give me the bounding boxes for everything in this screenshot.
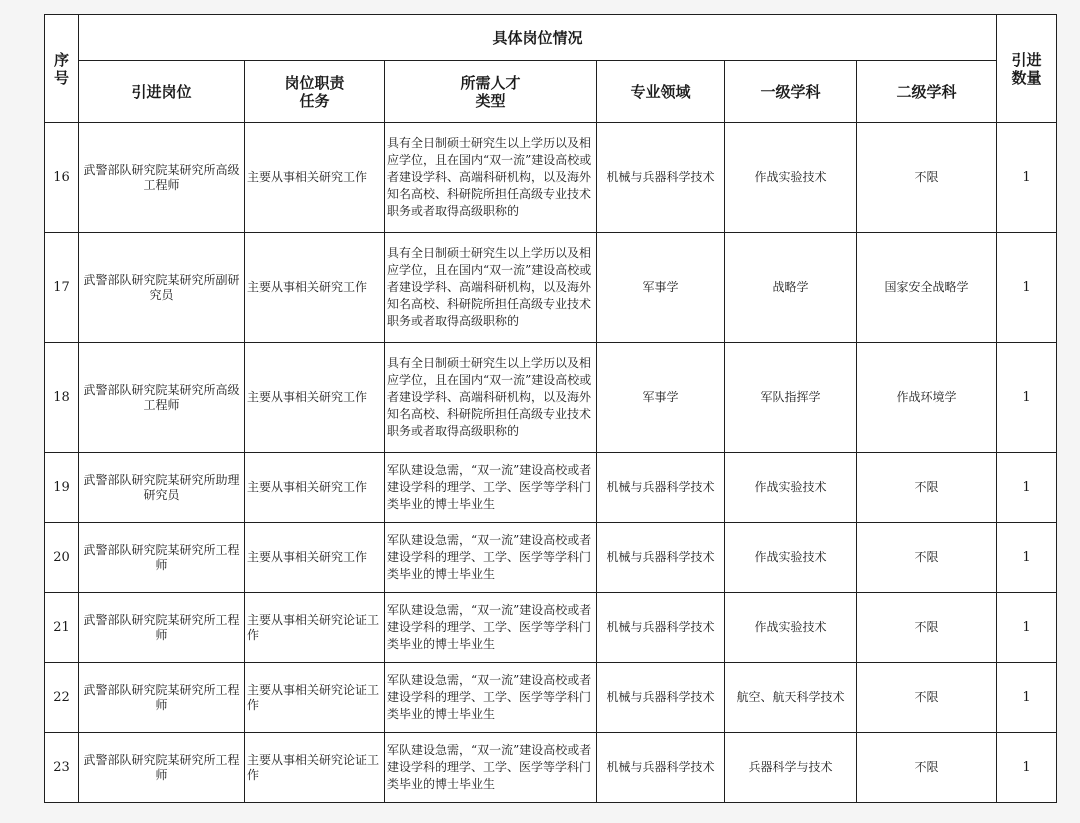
seq-cell: 21 bbox=[45, 593, 79, 663]
field-header: 专业领域 bbox=[597, 61, 725, 123]
field-cell: 机械与兵器科学技术 bbox=[597, 123, 725, 233]
count-header: 引进 数量 bbox=[997, 15, 1057, 123]
seq-cell: 19 bbox=[45, 453, 79, 523]
requirement-cell: 军队建设急需，“双一流”建设高校或者建设学科的理学、工学、医学等学科门类毕业的博士毕业生 bbox=[385, 523, 597, 593]
seq-cell: 23 bbox=[45, 733, 79, 803]
count-cell: 1 bbox=[997, 663, 1057, 733]
duty-cell: 主要从事相关研究论证工作 bbox=[245, 733, 385, 803]
field-cell: 机械与兵器科学技术 bbox=[597, 523, 725, 593]
discipline2-cell: 不限 bbox=[857, 593, 997, 663]
table-row bbox=[45, 343, 1057, 453]
count-cell: 1 bbox=[997, 123, 1057, 233]
job-positions-table bbox=[44, 14, 1057, 803]
table-row bbox=[45, 733, 1057, 803]
count-cell: 1 bbox=[997, 593, 1057, 663]
requirement-cell: 军队建设急需，“双一流”建设高校或者建设学科的理学、工学、医学等学科门类毕业的博士毕业生 bbox=[385, 593, 597, 663]
duty-cell: 主要从事相关研究工作 bbox=[245, 453, 385, 523]
duty-cell: 主要从事相关研究工作 bbox=[245, 343, 385, 453]
field-cell: 军事学 bbox=[597, 233, 725, 343]
requirement-cell: 具有全日制硕士研究生以上学历以及相应学位，且在国内“双一流”建设高校或者建设学科、高端科研机构，以及海外知名高校、科研院所担任高级专业技术职务或者取得高级职称的 bbox=[385, 123, 597, 233]
position-header: 引进岗位 bbox=[79, 61, 245, 123]
discipline1-cell: 作战实验技术 bbox=[725, 523, 857, 593]
seq-cell: 22 bbox=[45, 663, 79, 733]
duty-cell: 主要从事相关研究工作 bbox=[245, 123, 385, 233]
requirement-cell: 军队建设急需，“双一流”建设高校或者建设学科的理学、工学、医学等学科门类毕业的博士毕业生 bbox=[385, 453, 597, 523]
discipline1-header: 一级学科 bbox=[725, 61, 857, 123]
requirement-cell: 军队建设急需，“双一流”建设高校或者建设学科的理学、工学、医学等学科门类毕业的博士毕业生 bbox=[385, 663, 597, 733]
discipline1-cell: 军队指挥学 bbox=[725, 343, 857, 453]
discipline1-cell: 兵器科学与技术 bbox=[725, 733, 857, 803]
discipline2-cell: 不限 bbox=[857, 523, 997, 593]
position-details-group-header: 具体岗位情况 bbox=[79, 15, 997, 61]
talent-type-header: 所需人才 类型 bbox=[385, 61, 597, 123]
count-cell: 1 bbox=[997, 343, 1057, 453]
discipline1-cell: 作战实验技术 bbox=[725, 123, 857, 233]
seq-cell: 20 bbox=[45, 523, 79, 593]
duty-cell: 主要从事相关研究论证工作 bbox=[245, 663, 385, 733]
count-cell: 1 bbox=[997, 453, 1057, 523]
seq-cell: 16 bbox=[45, 123, 79, 233]
position-cell: 武警部队研究院某研究所高级工程师 bbox=[79, 343, 245, 453]
requirement-cell: 具有全日制硕士研究生以上学历以及相应学位，且在国内“双一流”建设高校或者建设学科、高端科研机构，以及海外知名高校、科研院所担任高级专业技术职务或者取得高级职称的 bbox=[385, 233, 597, 343]
discipline1-cell: 航空、航天科学技术 bbox=[725, 663, 857, 733]
discipline2-cell: 作战环境学 bbox=[857, 343, 997, 453]
discipline2-cell: 不限 bbox=[857, 453, 997, 523]
discipline1-cell: 作战实验技术 bbox=[725, 453, 857, 523]
count-cell: 1 bbox=[997, 523, 1057, 593]
requirement-cell: 军队建设急需，“双一流”建设高校或者建设学科的理学、工学、医学等学科门类毕业的博士毕业生 bbox=[385, 733, 597, 803]
discipline2-cell: 国家安全战略学 bbox=[857, 233, 997, 343]
seq-cell: 17 bbox=[45, 233, 79, 343]
position-cell: 武警部队研究院某研究所工程师 bbox=[79, 733, 245, 803]
table-row bbox=[45, 663, 1057, 733]
duty-header: 岗位职责 任务 bbox=[245, 61, 385, 123]
discipline2-cell: 不限 bbox=[857, 733, 997, 803]
duty-cell: 主要从事相关研究工作 bbox=[245, 233, 385, 343]
field-cell: 机械与兵器科学技术 bbox=[597, 593, 725, 663]
position-cell: 武警部队研究院某研究所工程师 bbox=[79, 523, 245, 593]
position-cell: 武警部队研究院某研究所工程师 bbox=[79, 593, 245, 663]
position-cell: 武警部队研究院某研究所高级工程师 bbox=[79, 123, 245, 233]
header-row-group bbox=[45, 15, 1057, 61]
discipline2-header: 二级学科 bbox=[857, 61, 997, 123]
table-row bbox=[45, 593, 1057, 663]
field-cell: 机械与兵器科学技术 bbox=[597, 733, 725, 803]
header-row-columns bbox=[45, 61, 1057, 123]
position-cell: 武警部队研究院某研究所副研究员 bbox=[79, 233, 245, 343]
count-cell: 1 bbox=[997, 233, 1057, 343]
discipline2-cell: 不限 bbox=[857, 123, 997, 233]
table-row bbox=[45, 233, 1057, 343]
seq-cell: 18 bbox=[45, 343, 79, 453]
table-row bbox=[45, 123, 1057, 233]
requirement-cell: 具有全日制硕士研究生以上学历以及相应学位，且在国内“双一流”建设高校或者建设学科、高端科研机构，以及海外知名高校、科研院所担任高级专业技术职务或者取得高级职称的 bbox=[385, 343, 597, 453]
position-cell: 武警部队研究院某研究所助理研究员 bbox=[79, 453, 245, 523]
field-cell: 军事学 bbox=[597, 343, 725, 453]
seq-header: 序 号 bbox=[45, 15, 79, 123]
discipline2-cell: 不限 bbox=[857, 663, 997, 733]
discipline1-cell: 作战实验技术 bbox=[725, 593, 857, 663]
table-row bbox=[45, 453, 1057, 523]
duty-cell: 主要从事相关研究论证工作 bbox=[245, 593, 385, 663]
duty-cell: 主要从事相关研究工作 bbox=[245, 523, 385, 593]
discipline1-cell: 战略学 bbox=[725, 233, 857, 343]
field-cell: 机械与兵器科学技术 bbox=[597, 663, 725, 733]
position-cell: 武警部队研究院某研究所工程师 bbox=[79, 663, 245, 733]
table-row bbox=[45, 523, 1057, 593]
field-cell: 机械与兵器科学技术 bbox=[597, 453, 725, 523]
count-cell: 1 bbox=[997, 733, 1057, 803]
